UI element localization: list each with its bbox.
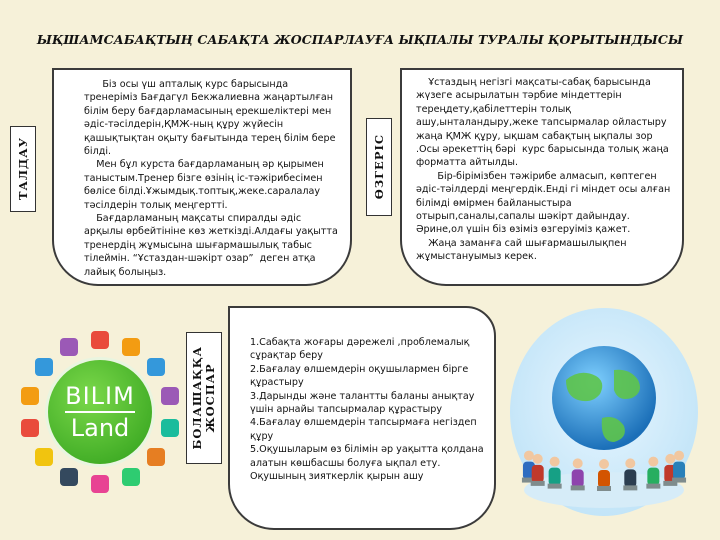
- change-label-text: ӨЗГЕРІС: [372, 134, 386, 200]
- person-figure: [571, 458, 585, 490]
- future-plan-list: [250, 336, 484, 483]
- logo-line-1: BILIM: [65, 382, 135, 410]
- person-figure: [623, 458, 637, 490]
- analysis-paragraph-2: Мен бұл курста бағдарламаның әр қырымен таныстым.Тренер бізге өзінің іс-тәжірибесімен бөлісе білді.Ұжымдық.топтық,жеке.саралалау тәсілдерін толық меңгертті.: [84, 159, 327, 211]
- logo-line-2: Land: [70, 414, 130, 442]
- globe-people-icon: [506, 300, 702, 530]
- list-item: 3.Дарынды және талантты баланы анықтау үшін арнайы тапсырмалар құрастыру: [250, 390, 475, 416]
- change-paragraph-1: Ұстаздың негізгі мақсаты-сабақ барысында жүзеге асырылатын тәрбие міндеттерін тереңдету,қабілеттерін толық ашу,ынталандыру,жеке тапсырмалар ойластыру жаңа ҚМЖ құру, ықшам сабақтың ықпалы зор .Осы әрекеттің бәрі курс барысында толық жаңа форматта айтылды.: [416, 77, 672, 169]
- list-item: 5.Оқушыларым өз білімін әр уақытта қолдана алатын көшбасшы болуға ықпал ету.: [250, 444, 484, 469]
- analysis-paragraph-1: Біз осы үш апталық курс барысында тренеріміз Бағдагүл Бекжалиевна жаңартылған білім беру бағдарламасының ерекшеліктері мен әдіс-тәсілдерін,ҚМЖ-ның құру жүйесін қашықтықтан оқыту бағытында терең білім бере білді.: [84, 79, 339, 158]
- app-icon: [147, 448, 165, 466]
- app-icon: [122, 338, 140, 356]
- app-icon: [161, 419, 179, 437]
- app-icon: [91, 475, 109, 493]
- change-paragraph-3: Жаңа заманға сай шығармашылықпен жұмыстануымыз керек.: [416, 237, 630, 263]
- future-plan-box: [228, 306, 496, 530]
- bilimland-logo-circle: [48, 360, 152, 464]
- person-figure: [672, 451, 686, 483]
- page-title: ЫҚШАМСАБАҚТЫҢ САБАҚТА ЖОСПАРЛАУҒА ЫҚПАЛЫ ТУРАЛЫ ҚОРЫТЫНДЫСЫ: [36, 32, 684, 47]
- person-figure: [597, 459, 611, 491]
- analysis-box: [52, 68, 352, 286]
- person-figure: [646, 457, 660, 489]
- app-icon: [60, 338, 78, 356]
- person-figure: [548, 457, 562, 489]
- app-icon: [60, 468, 78, 486]
- app-icon: [91, 331, 109, 349]
- future-plan-label: [186, 332, 222, 464]
- app-icon: [161, 387, 179, 405]
- person-figure: [531, 454, 545, 486]
- list-item: 4.Бағалау өлшемдерін тапсырмаға негіздеп құру: [250, 417, 477, 442]
- analysis-label: [10, 126, 36, 212]
- globe-illustration: [506, 300, 702, 530]
- app-icon: [122, 468, 140, 486]
- change-label: [366, 118, 392, 216]
- analysis-paragraph-3: Бағдарламаның мақсаты спиралды әдіс арқылы өрбейтініне көз жеткізді.Алдағы уақытта тренердің жұмысына шығармашылық табыс тілеймін. “Ұстаздан-шәкірт озар” деген атқа лайық болыңыз.: [84, 213, 341, 278]
- change-paragraph-2: Бір-бірімізбен тәжірибе алмасып, көптеген әдіс-тәілдерді меңгердік.Енді гі міндет осы алған білімді өмірмен байланыстыра отырып,саналы,сапалы шәкірт дайындау. Әрине,ол үшін біз өзіміз өзгеруіміз қажет.: [416, 170, 674, 236]
- list-item: 1.Сабақта жоғары дәрежелі ,проблемалық сұрақтар беру: [250, 337, 470, 362]
- analysis-label-text: ТАЛДАУ: [16, 137, 30, 201]
- change-box: [400, 68, 684, 286]
- list-item: Оқушының зияткерлік қырын ашу: [250, 471, 424, 483]
- bilimland-logo: [20, 318, 180, 518]
- future-plan-label-text: БОЛАШАҚҚА ЖОСПАР: [190, 346, 217, 450]
- list-item: 2.Бағалау өлшемдерін оқушылармен бірге құрастыру: [250, 363, 469, 389]
- app-icon: [21, 419, 39, 437]
- app-icon: [35, 448, 53, 466]
- app-icon: [35, 358, 53, 376]
- logo-divider: [65, 411, 135, 413]
- app-icon: [21, 387, 39, 405]
- app-icon: [147, 358, 165, 376]
